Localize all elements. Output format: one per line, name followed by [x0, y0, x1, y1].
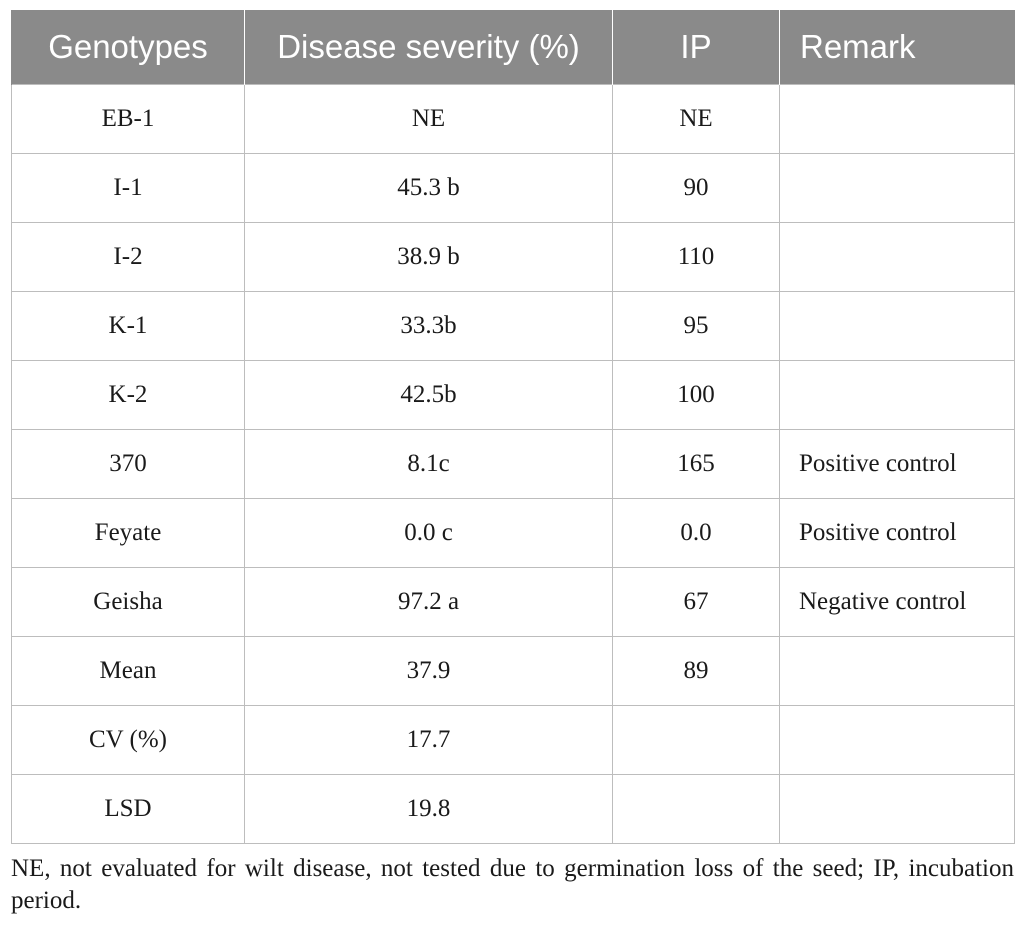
cell-genotype: 370 — [12, 430, 245, 499]
cell-genotype: K-1 — [12, 292, 245, 361]
cell-severity: 33.3b — [245, 292, 613, 361]
cell-ip: 110 — [613, 223, 780, 292]
cell-remark: Negative control — [780, 568, 1015, 637]
cell-genotype: I-2 — [12, 223, 245, 292]
table-row — [12, 568, 1015, 637]
cell-remark — [780, 361, 1015, 430]
header-ip: IP — [613, 10, 780, 85]
cell-ip: 95 — [613, 292, 780, 361]
cell-genotype: I-1 — [12, 154, 245, 223]
cell-ip: 100 — [613, 361, 780, 430]
cell-ip: 90 — [613, 154, 780, 223]
header-row — [12, 10, 1015, 85]
cell-genotype: CV (%) — [12, 706, 245, 775]
cell-remark — [780, 292, 1015, 361]
cell-severity: 45.3 b — [245, 154, 613, 223]
cell-ip — [613, 775, 780, 844]
cell-severity: 0.0 c — [245, 499, 613, 568]
table-row — [12, 85, 1015, 154]
table-row — [12, 430, 1015, 499]
table-row — [12, 223, 1015, 292]
cell-severity: 38.9 b — [245, 223, 613, 292]
cell-remark — [780, 706, 1015, 775]
cell-remark — [780, 637, 1015, 706]
cell-genotype: Mean — [12, 637, 245, 706]
table-row — [12, 154, 1015, 223]
cell-severity: 17.7 — [245, 706, 613, 775]
table-row — [12, 499, 1015, 568]
cell-ip: 67 — [613, 568, 780, 637]
table-header — [12, 10, 1015, 85]
cell-severity: 42.5b — [245, 361, 613, 430]
cell-remark — [780, 85, 1015, 154]
table-body — [12, 85, 1015, 844]
table-row — [12, 361, 1015, 430]
cell-remark: Positive control — [780, 430, 1015, 499]
cell-ip: NE — [613, 85, 780, 154]
cell-remark: Positive control — [780, 499, 1015, 568]
cell-ip — [613, 706, 780, 775]
header-disease-severity: Disease severity (%) — [245, 10, 613, 85]
cell-severity: 19.8 — [245, 775, 613, 844]
table-row — [12, 775, 1015, 844]
table-footnote: NE, not evaluated for wilt disease, not tested due to germination loss of the seed; IP, incubation period. — [11, 855, 1014, 914]
header-remark: Remark — [780, 10, 1015, 85]
cell-remark — [780, 223, 1015, 292]
genotype-disease-table — [11, 10, 1015, 844]
table-row — [12, 706, 1015, 775]
header-genotypes: Genotypes — [12, 10, 245, 85]
cell-ip: 0.0 — [613, 499, 780, 568]
cell-genotype: LSD — [12, 775, 245, 844]
cell-severity: 37.9 — [245, 637, 613, 706]
results-table-container — [11, 10, 1014, 844]
cell-severity: 97.2 a — [245, 568, 613, 637]
cell-genotype: K-2 — [12, 361, 245, 430]
cell-ip: 89 — [613, 637, 780, 706]
cell-remark — [780, 775, 1015, 844]
cell-genotype: Feyate — [12, 499, 245, 568]
cell-genotype: Geisha — [12, 568, 245, 637]
cell-ip: 165 — [613, 430, 780, 499]
cell-remark — [780, 154, 1015, 223]
table-row — [12, 292, 1015, 361]
table-row — [12, 637, 1015, 706]
cell-genotype: EB-1 — [12, 85, 245, 154]
cell-severity: 8.1c — [245, 430, 613, 499]
cell-severity: NE — [245, 85, 613, 154]
